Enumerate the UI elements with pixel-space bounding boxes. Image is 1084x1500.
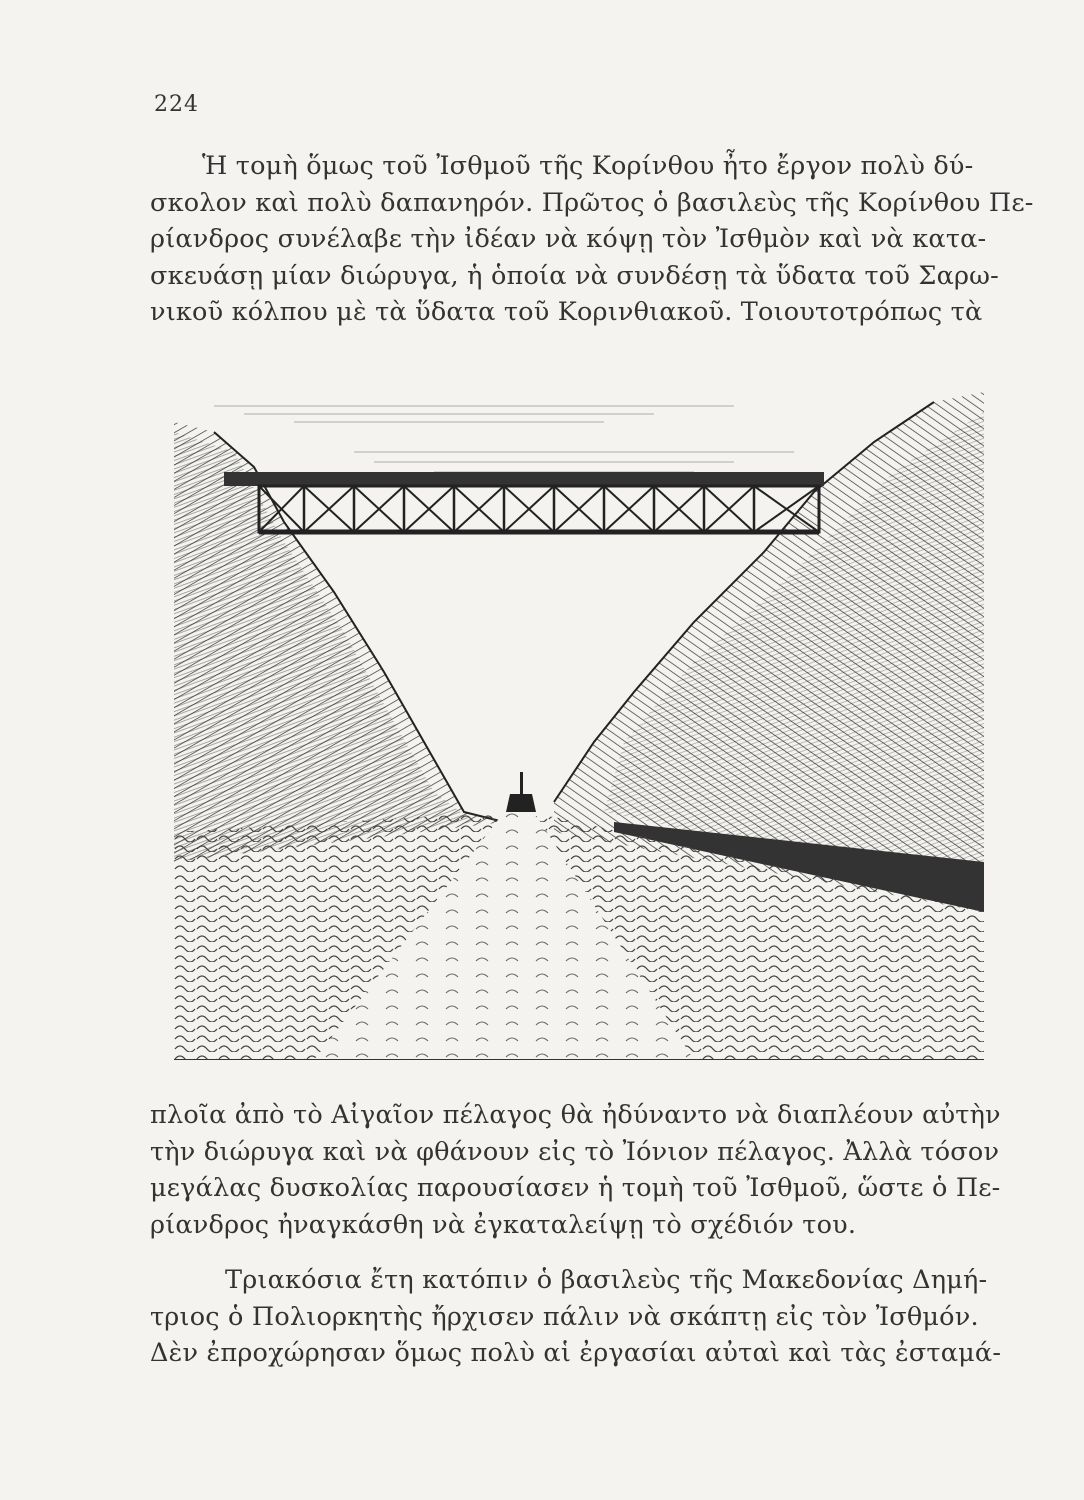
text-line: τὴν διώρυγα καὶ νὰ φθάνουν εἰς τὸ Ἰόνιον πέλαγος. Ἀλλὰ τόσον <box>150 1136 1000 1167</box>
text-line: τριος ὁ Πολιορκητὴς ἤρχισεν πάλιν νὰ σκάπτῃ εἰς τὸν Ἰσθμόν. <box>150 1301 979 1332</box>
paragraph-1 <box>150 148 1034 331</box>
text-line: μεγάλας δυσκολίας παρουσίασεν ἡ τομὴ τοῦ Ἰσθμοῦ, ὥστε ὁ Πε- <box>150 1173 1001 1204</box>
text-line: ρίανδρος συνέλαβε τὴν ἰδέαν νὰ κόψῃ τὸν Ἰσθμὸν καὶ νὰ κατα- <box>150 224 987 255</box>
text-line: σκευάσῃ μίαν διώρυγα, ἡ ὁποία νὰ συνδέσῃ τὰ ὕδατα τοῦ Σαρω- <box>150 260 999 291</box>
page-number: 224 <box>154 92 199 117</box>
bridge <box>224 472 824 532</box>
text-line: ρίανδρος ἠναγκάσθη νὰ ἐγκαταλείψῃ τὸ σχέδιόν του. <box>150 1209 857 1240</box>
text-line: Ἡ τομὴ ὅμως τοῦ Ἰσθμοῦ τῆς Κορίνθου ἦτο ἔργον πολὺ δύ- <box>202 151 974 181</box>
text-line: πλοῖα ἀπὸ τὸ Αἰγαῖον πέλαγος θὰ ἠδύναντο νὰ διαπλέουν αὐτὴν <box>150 1100 1001 1130</box>
paragraph-3 <box>150 1262 1002 1372</box>
text-line: Τριακόσια ἔτη κατόπιν ὁ βασιλεὺς τῆς Μακεδονίας Δημή- <box>225 1265 988 1295</box>
text-line: σκολον καὶ πολὺ δαπανηρόν. Πρῶτος ὁ βασιλεὺς τῆς Κορίνθου Πε- <box>150 187 1034 218</box>
canal-illustration <box>174 392 984 1060</box>
ship <box>506 772 536 812</box>
text-line: Δὲν ἐπροχώρησαν ὅμως πολὺ αἱ ἐργασίαι αὐταὶ καὶ τὰς ἐσταμά- <box>150 1338 1002 1369</box>
text-line: νικοῦ κόλπου μὲ τὰ ὕδατα τοῦ Κορινθιακοῦ. Τοιουτοτρόπως τὰ <box>150 297 983 328</box>
paragraph-2 <box>150 1097 1001 1243</box>
sky-streaks <box>214 406 794 472</box>
